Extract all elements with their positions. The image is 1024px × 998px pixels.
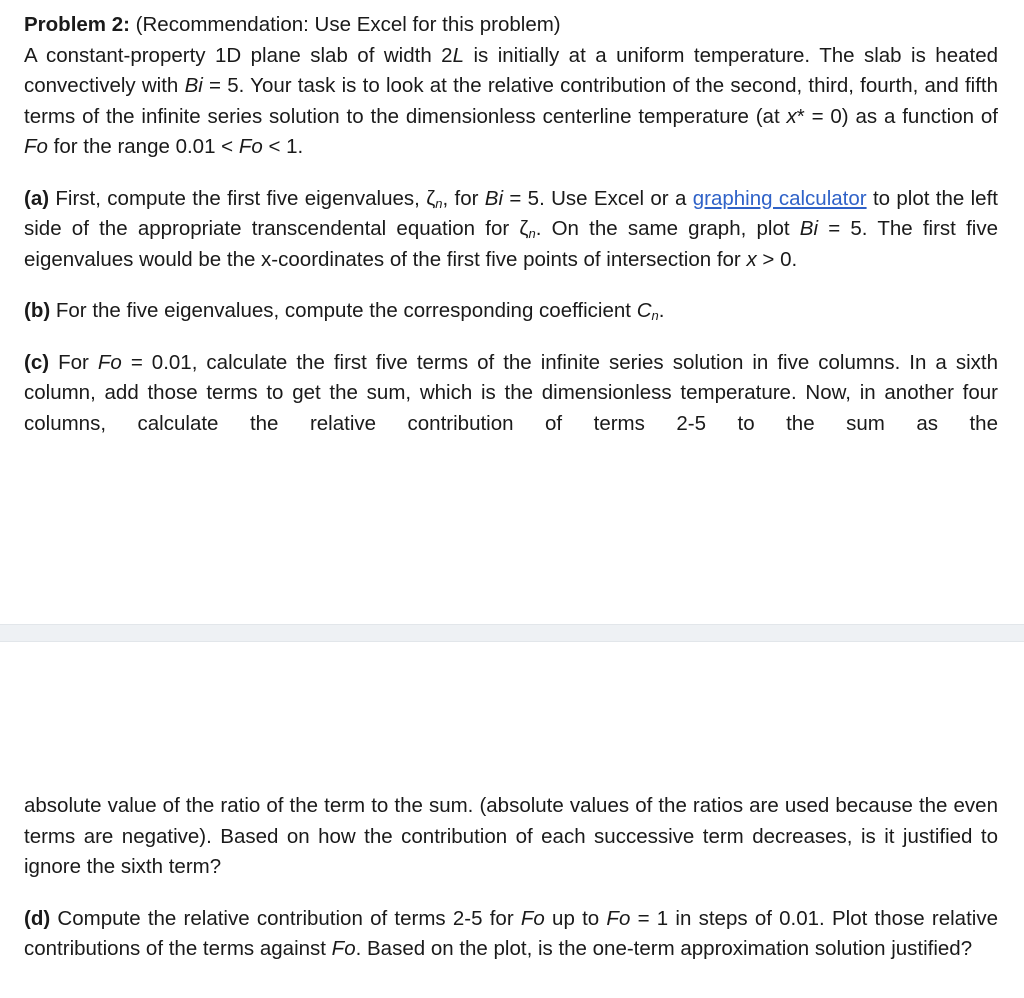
problem-heading [24,10,998,41]
part-d-text: up to [544,906,607,930]
intro-text: for the range 0.01 < [47,135,239,158]
var-Fo: Fo [97,350,122,374]
subscript-n: n [528,226,536,241]
page-break [0,624,1024,642]
document-page-2 [24,791,998,965]
document-page-1 [24,10,998,439]
part-d-label: (d) [24,906,51,930]
var-Bi: Bi [799,217,819,240]
part-b-text: . [658,299,665,322]
part-a-label: (a) [24,186,50,210]
part-b-label: (b) [24,299,51,322]
var-Bi: Bi [184,74,203,97]
part-b-text: For the five eigenvalues, compute the corresponding coefficient [50,299,637,322]
var-C: C [636,299,652,322]
subscript-n: n [435,195,443,211]
graphing-calculator-link[interactable]: graphing calculator [692,186,867,210]
part-a-text: First, compute the first five eigenvalues, ζ [49,186,436,210]
intro-text: = 5. Your task is to look at the relative contribution of the second, third, fourth, and fifth terms of the infinite series solution to the dimensionless centerline temperature (at [24,74,998,128]
part-c-label: (c) [24,350,50,374]
var-Fo: Fo [606,906,631,930]
part-a-text: , for [442,186,485,210]
var-x: x [746,247,757,271]
intro-text: < 1. [262,135,304,158]
problem-label: Problem 2: [24,13,130,36]
intro-text: A constant-property 1D plane slab of width 2 [24,43,453,67]
var-L: L [452,43,464,67]
part-c [24,348,998,440]
var-Fo: Fo [520,906,545,930]
var-Fo: Fo [238,135,263,158]
part-d-text: . Based on the plot, is the one-term approximation solution justified? [355,937,973,960]
intro-text: is initially at a uniform temperature. The slab is heated convectively with [24,43,998,97]
part-c-text: = 0.01, calculate the first five terms of the infinite series solution in five columns. In a sixth column, add those terms to get the sum, which is the dimensionless temperature. Now, in another four columns, calculate the relative contribution of terms 2-5 to the sum as the [24,350,998,435]
part-d-text: = 1 in steps of 0.01. Plot those relative contributions of the terms against [24,906,998,960]
part-c-continued: absolute value of the ratio of the term to the sum. (absolute values of the ratios are used because the even terms are negative). Based on how the contribution of each successive term decreases, is it justified to ignore the sixth term? [24,794,998,878]
part-a-text: = 5. Use Excel or a [503,186,693,210]
part-b [24,296,998,327]
recommendation-text: (Recommendation: Use Excel for this problem) [135,13,561,36]
subscript-n: n [651,308,659,323]
problem-intro [24,41,998,163]
var-x: x [786,104,797,128]
part-a [24,184,998,276]
part-a-text: . On the same graph, plot [535,217,800,240]
part-a-text: > 0. [756,247,798,271]
intro-text: * = 0) as a function of [796,104,998,128]
part-d-text: Compute the relative contribution of terms 2-5 for [50,906,521,930]
part-a-text: to plot the left side of the appropriate transcendental equation for ζ [24,186,998,240]
part-d [24,904,998,965]
part-a-text: = 5. The first five eigenvalues would be the x-coordinates of the first five points of intersection for [24,217,998,271]
var-Fo: Fo [24,135,48,158]
var-Bi: Bi [484,186,504,210]
var-Fo: Fo [331,937,356,960]
part-c-text: For [49,350,98,374]
